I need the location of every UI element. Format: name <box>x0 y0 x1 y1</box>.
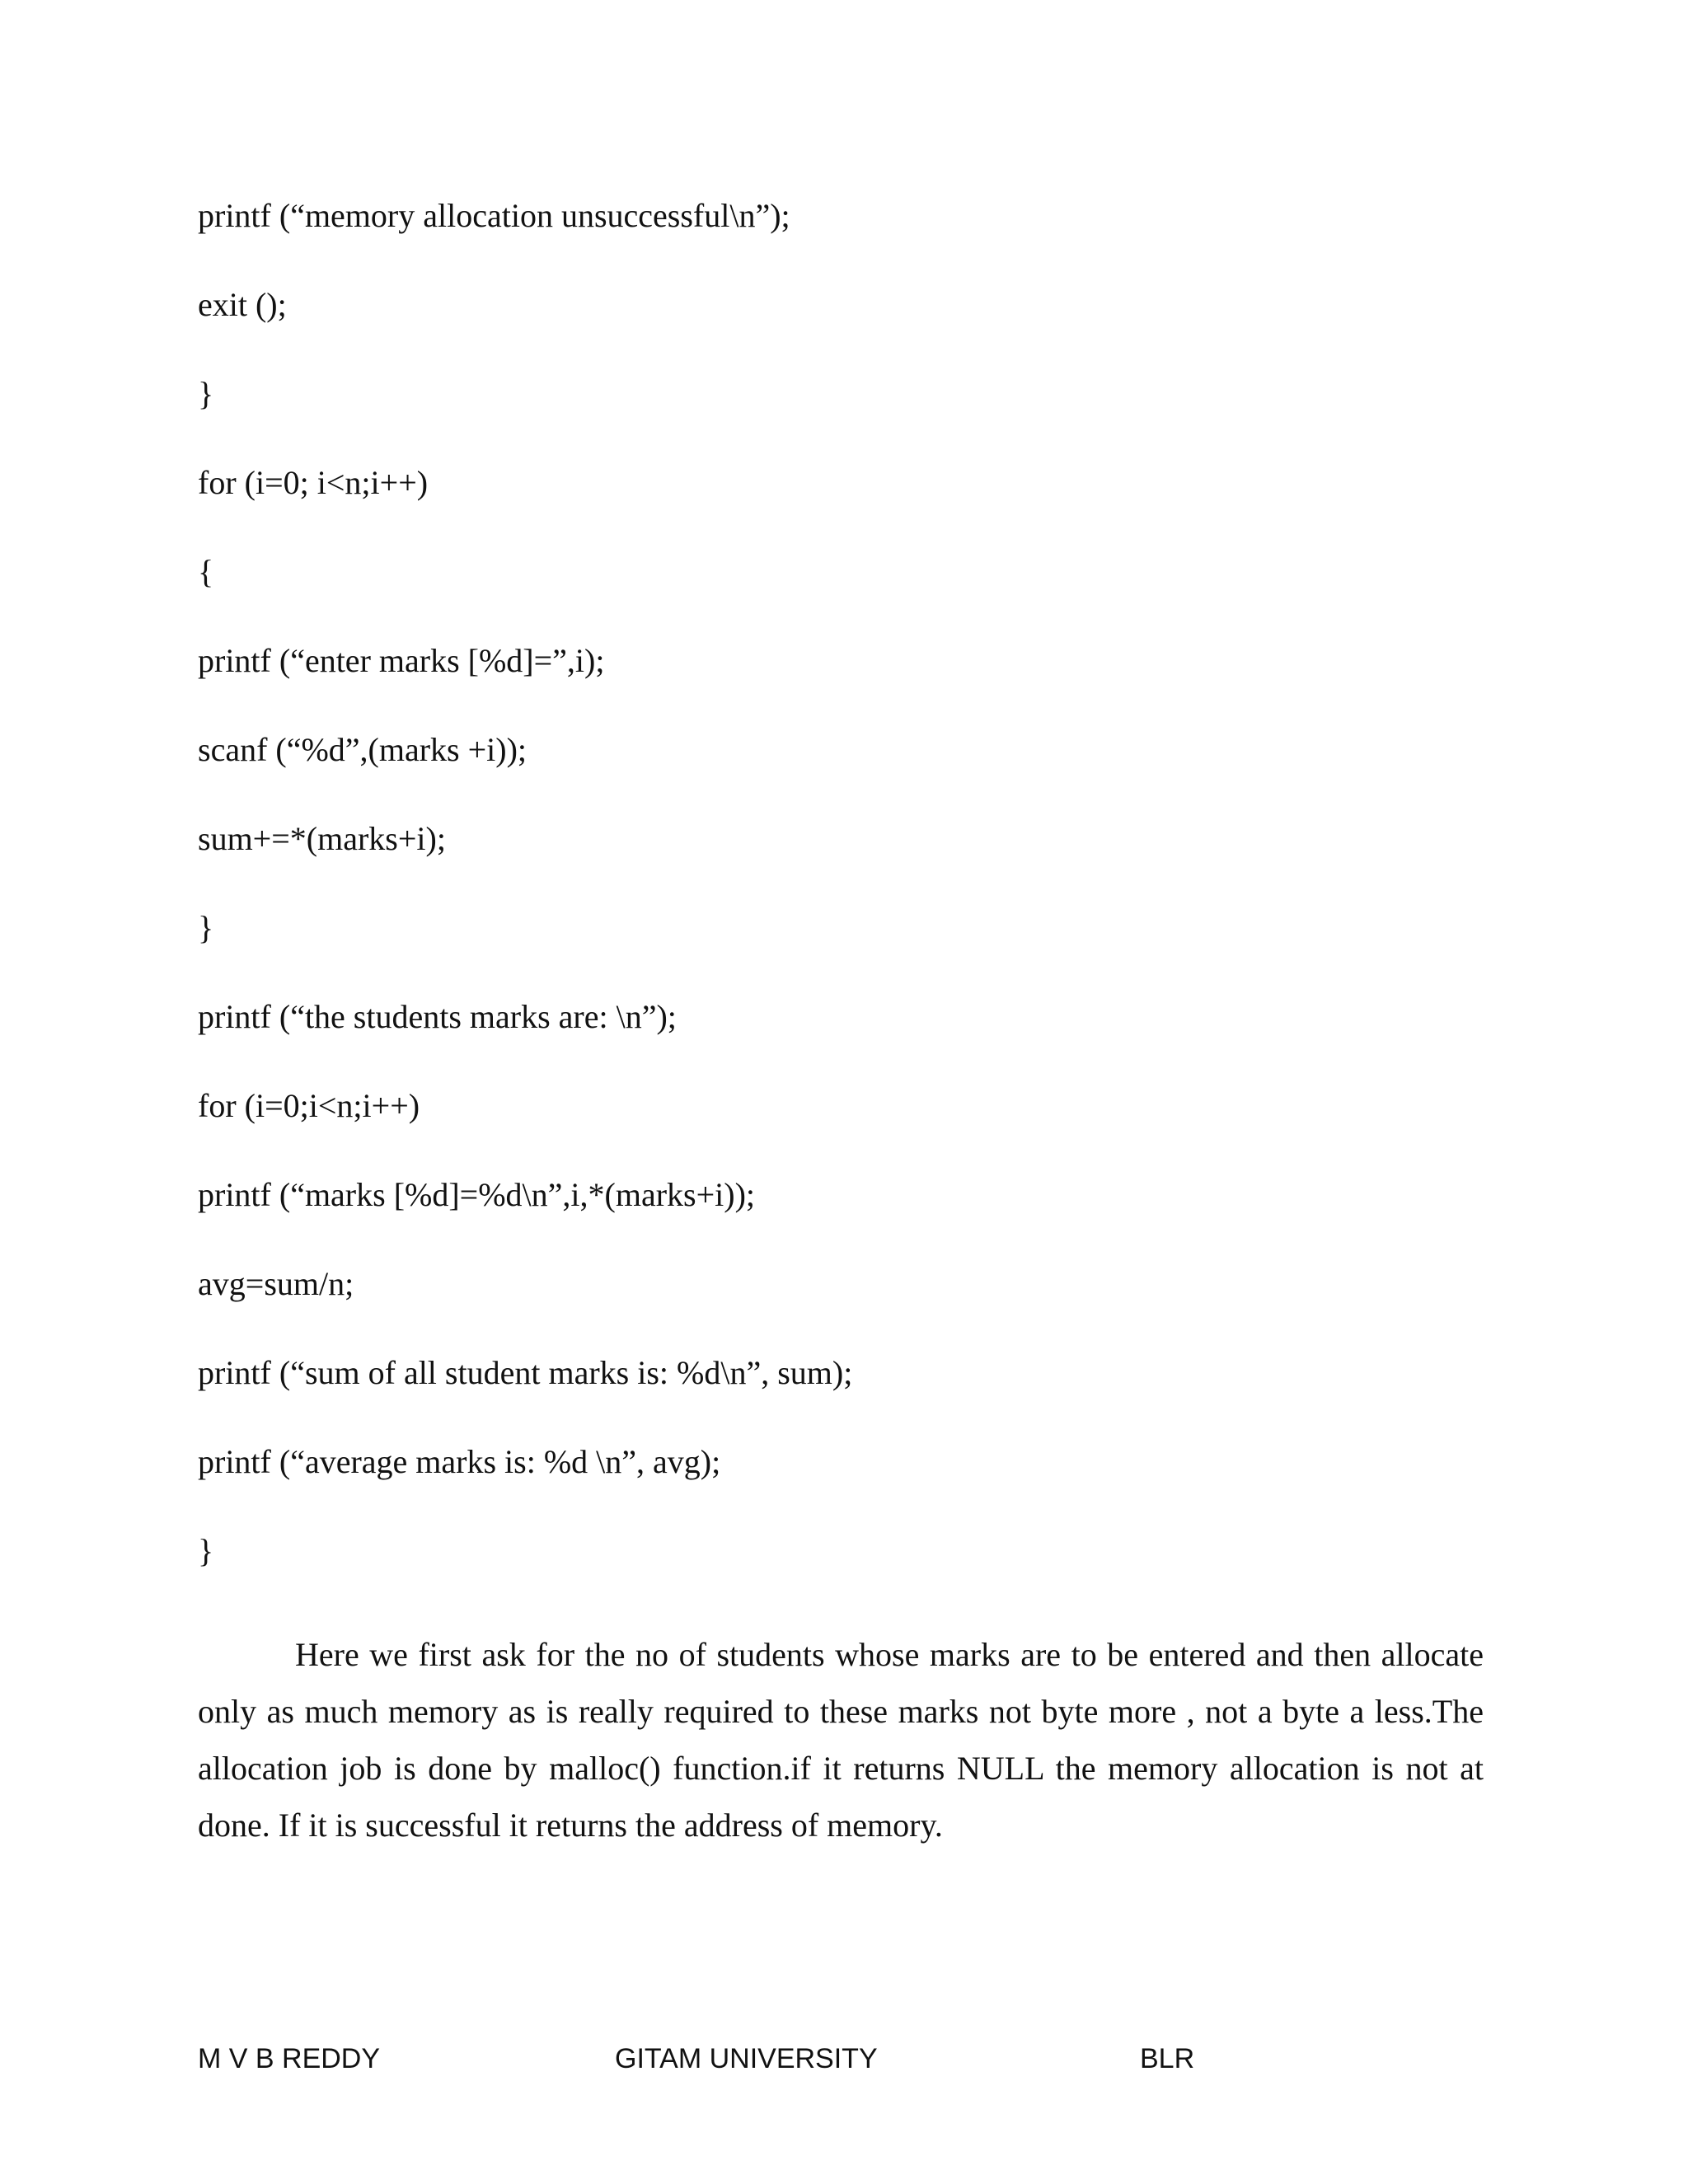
code-line: printf (“the students marks are: \n”); <box>198 998 677 1035</box>
code-line: printf (“memory allocation unsuccessful\n”); <box>198 197 790 234</box>
footer-location: BLR <box>1140 2043 1195 2074</box>
code-line: printf (“sum of all student marks is: %d\n”, sum); <box>198 1354 853 1391</box>
code-line: sum+=*(marks+i); <box>198 820 446 857</box>
footer-institution: GITAM UNIVERSITY <box>615 2043 878 2074</box>
code-line: { <box>198 553 214 590</box>
code-line: for (i=0; i<n;i++) <box>198 464 429 501</box>
footer-author: M V B REDDY <box>198 2043 381 2074</box>
code-line: } <box>198 1532 214 1569</box>
code-line: printf (“enter marks [%d]=”,i); <box>198 642 605 679</box>
explanation-paragraph: Here we first ask for the no of students whose marks are to be entered and then allocate only as much memory as is really required to these marks not byte more , not a byte a less.The allocation job is done by malloc() function.if it returns NULL the memory allocation is not at done. If it is successful it returns the address of memory. <box>198 1636 1484 1844</box>
code-line: exit (); <box>198 286 287 323</box>
code-line: scanf (“%d”,(marks +i)); <box>198 731 528 768</box>
code-line: } <box>198 909 214 946</box>
code-line: printf (“average marks is: %d \n”, avg); <box>198 1443 721 1480</box>
code-line: printf (“marks [%d]=%d\n”,i,*(marks+i)); <box>198 1176 756 1213</box>
code-line: for (i=0;i<n;i++) <box>198 1087 420 1124</box>
code-line: avg=sum/n; <box>198 1265 354 1302</box>
code-line: } <box>198 375 214 412</box>
